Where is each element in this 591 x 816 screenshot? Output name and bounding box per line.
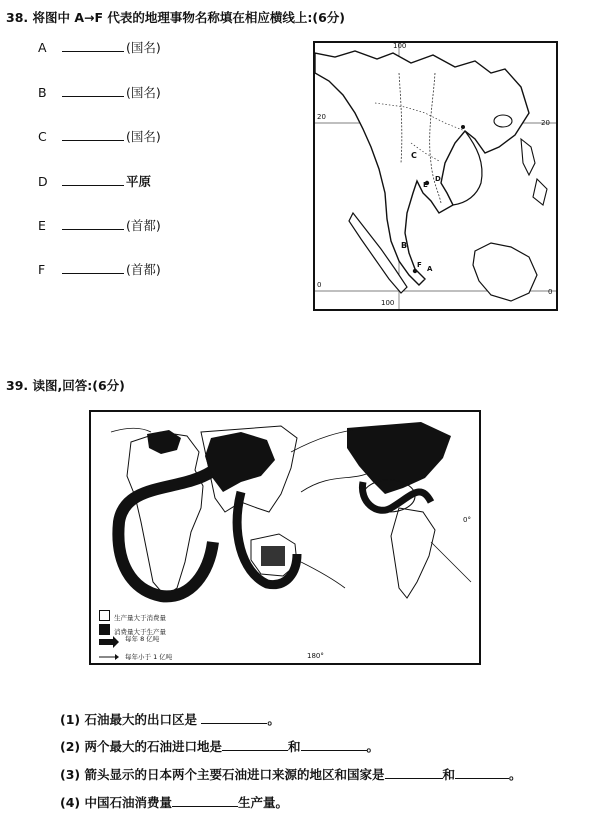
q39-subquestion-1: [60, 710, 280, 728]
subq4-answer-blank[interactable]: [172, 795, 238, 807]
subq-text: 两个最大的石油进口地是: [84, 739, 222, 754]
q38-letter: D: [38, 174, 48, 189]
q38-letter: C: [38, 129, 47, 144]
legend-label: 生产量大于消费量: [114, 614, 166, 622]
map1-label-b: B: [401, 241, 408, 250]
q38-row-c: [38, 127, 161, 145]
philippines-islands: [521, 139, 547, 205]
subq-number: (1): [60, 712, 81, 727]
subq-text: 箭头显示的日本两个主要石油进口来源的地区和国家是: [84, 767, 385, 782]
q38-suffix: (首都): [126, 262, 161, 277]
q38-answer-blank-f[interactable]: [62, 262, 124, 274]
q38-suffix: (首都): [126, 218, 161, 233]
q39-subquestion-4: [60, 793, 288, 811]
map1-label-f: F: [417, 261, 422, 269]
q38-letter: A: [38, 40, 47, 55]
q39-subquestion-2: [60, 737, 379, 755]
hainan-island: [494, 115, 512, 127]
subq-number: (3): [60, 767, 81, 782]
q38-row-a: [38, 38, 161, 56]
map1-label-d: D: [435, 175, 441, 183]
q39-title: 39. 读图,回答:(6分): [6, 378, 125, 393]
q38-letter: B: [38, 85, 47, 100]
subq-text: 石油最大的出口区是: [84, 712, 197, 727]
legend-thin-arrow-icon: [115, 654, 119, 660]
subq-text: 和: [442, 767, 456, 782]
south-america-outline: [391, 508, 435, 598]
subq-text: 。: [366, 739, 380, 754]
map1-tick-100-bottom: 100: [381, 299, 395, 307]
q38-letter: E: [38, 218, 46, 233]
map1-label-e: E: [423, 181, 428, 189]
thin-flow-arrow: [431, 542, 471, 582]
q38-suffix: (国名): [126, 85, 161, 100]
q38-answer-blank-b[interactable]: [62, 85, 124, 97]
world-oil-map: [89, 410, 481, 665]
map1-tick-20-right: 20: [541, 119, 550, 127]
subq-number: (2): [60, 739, 81, 754]
map2-tick-0: 0°: [463, 516, 471, 524]
thin-flow-arrow: [111, 428, 151, 432]
thin-flow-arrow: [301, 562, 345, 588]
q38-answer-blank-a[interactable]: [62, 40, 124, 52]
subq-text: 和: [288, 739, 301, 754]
legend-label: 消费量大于生产量: [114, 628, 166, 636]
subq-text: 。: [509, 767, 522, 782]
map1-tick-0-left: 0: [317, 281, 322, 289]
map1-tick-0-right: 0: [548, 288, 553, 296]
map1-label-a: A: [427, 265, 433, 273]
q38-answer-blank-e[interactable]: [62, 218, 124, 230]
legend-black-box-icon: [99, 624, 110, 635]
thin-flow-arrow: [291, 430, 353, 452]
map1-tick-20-left: 20: [317, 113, 326, 121]
map1-label-c: C: [411, 151, 417, 160]
q38-answer-blank-c[interactable]: [62, 129, 124, 141]
borneo-island: [473, 243, 537, 301]
q38-answer-blank-d[interactable]: [62, 174, 124, 186]
q38-suffix: 平原: [126, 174, 152, 189]
q38-letter: F: [38, 262, 46, 277]
q39-subquestion-3: [60, 765, 522, 783]
subq1-answer-blank[interactable]: [201, 712, 267, 724]
q38-row-d: [38, 172, 151, 190]
australia-hatch: [261, 546, 285, 566]
middle-east-region: [205, 432, 275, 492]
q38-suffix: (国名): [126, 129, 161, 144]
subq2-answer-blank-2[interactable]: [301, 739, 367, 751]
q38-row-f: [38, 260, 161, 278]
q38-title: 38. 将图中 A→F 代表的地理事物名称填在相应横线上:(6分): [6, 10, 346, 25]
map2-tick-180: 180°: [307, 652, 324, 660]
southeast-asia-map: [313, 41, 558, 311]
subq3-answer-blank-1[interactable]: [385, 767, 443, 779]
map1-tick-100-top: 100: [393, 42, 407, 50]
subq3-answer-blank-2[interactable]: [455, 767, 509, 779]
legend-label-thick-arrow: 每年 8 亿吨: [125, 635, 160, 643]
africa-europe-outline: [127, 432, 203, 596]
subq-number: (4): [60, 795, 81, 810]
legend-label-thin-arrow: 每年小于 1 亿吨: [125, 653, 173, 661]
subq-text: 。: [267, 712, 280, 727]
q38-row-b: [38, 83, 161, 101]
subq-text: 生产量。: [238, 795, 289, 810]
q38-suffix: (国名): [126, 40, 161, 55]
q38-row-e: [38, 216, 161, 234]
city-dot: [413, 269, 417, 273]
subq-text: 中国石油消费量: [84, 795, 172, 810]
subq2-answer-blank-1[interactable]: [222, 739, 288, 751]
city-dot: [461, 125, 465, 129]
